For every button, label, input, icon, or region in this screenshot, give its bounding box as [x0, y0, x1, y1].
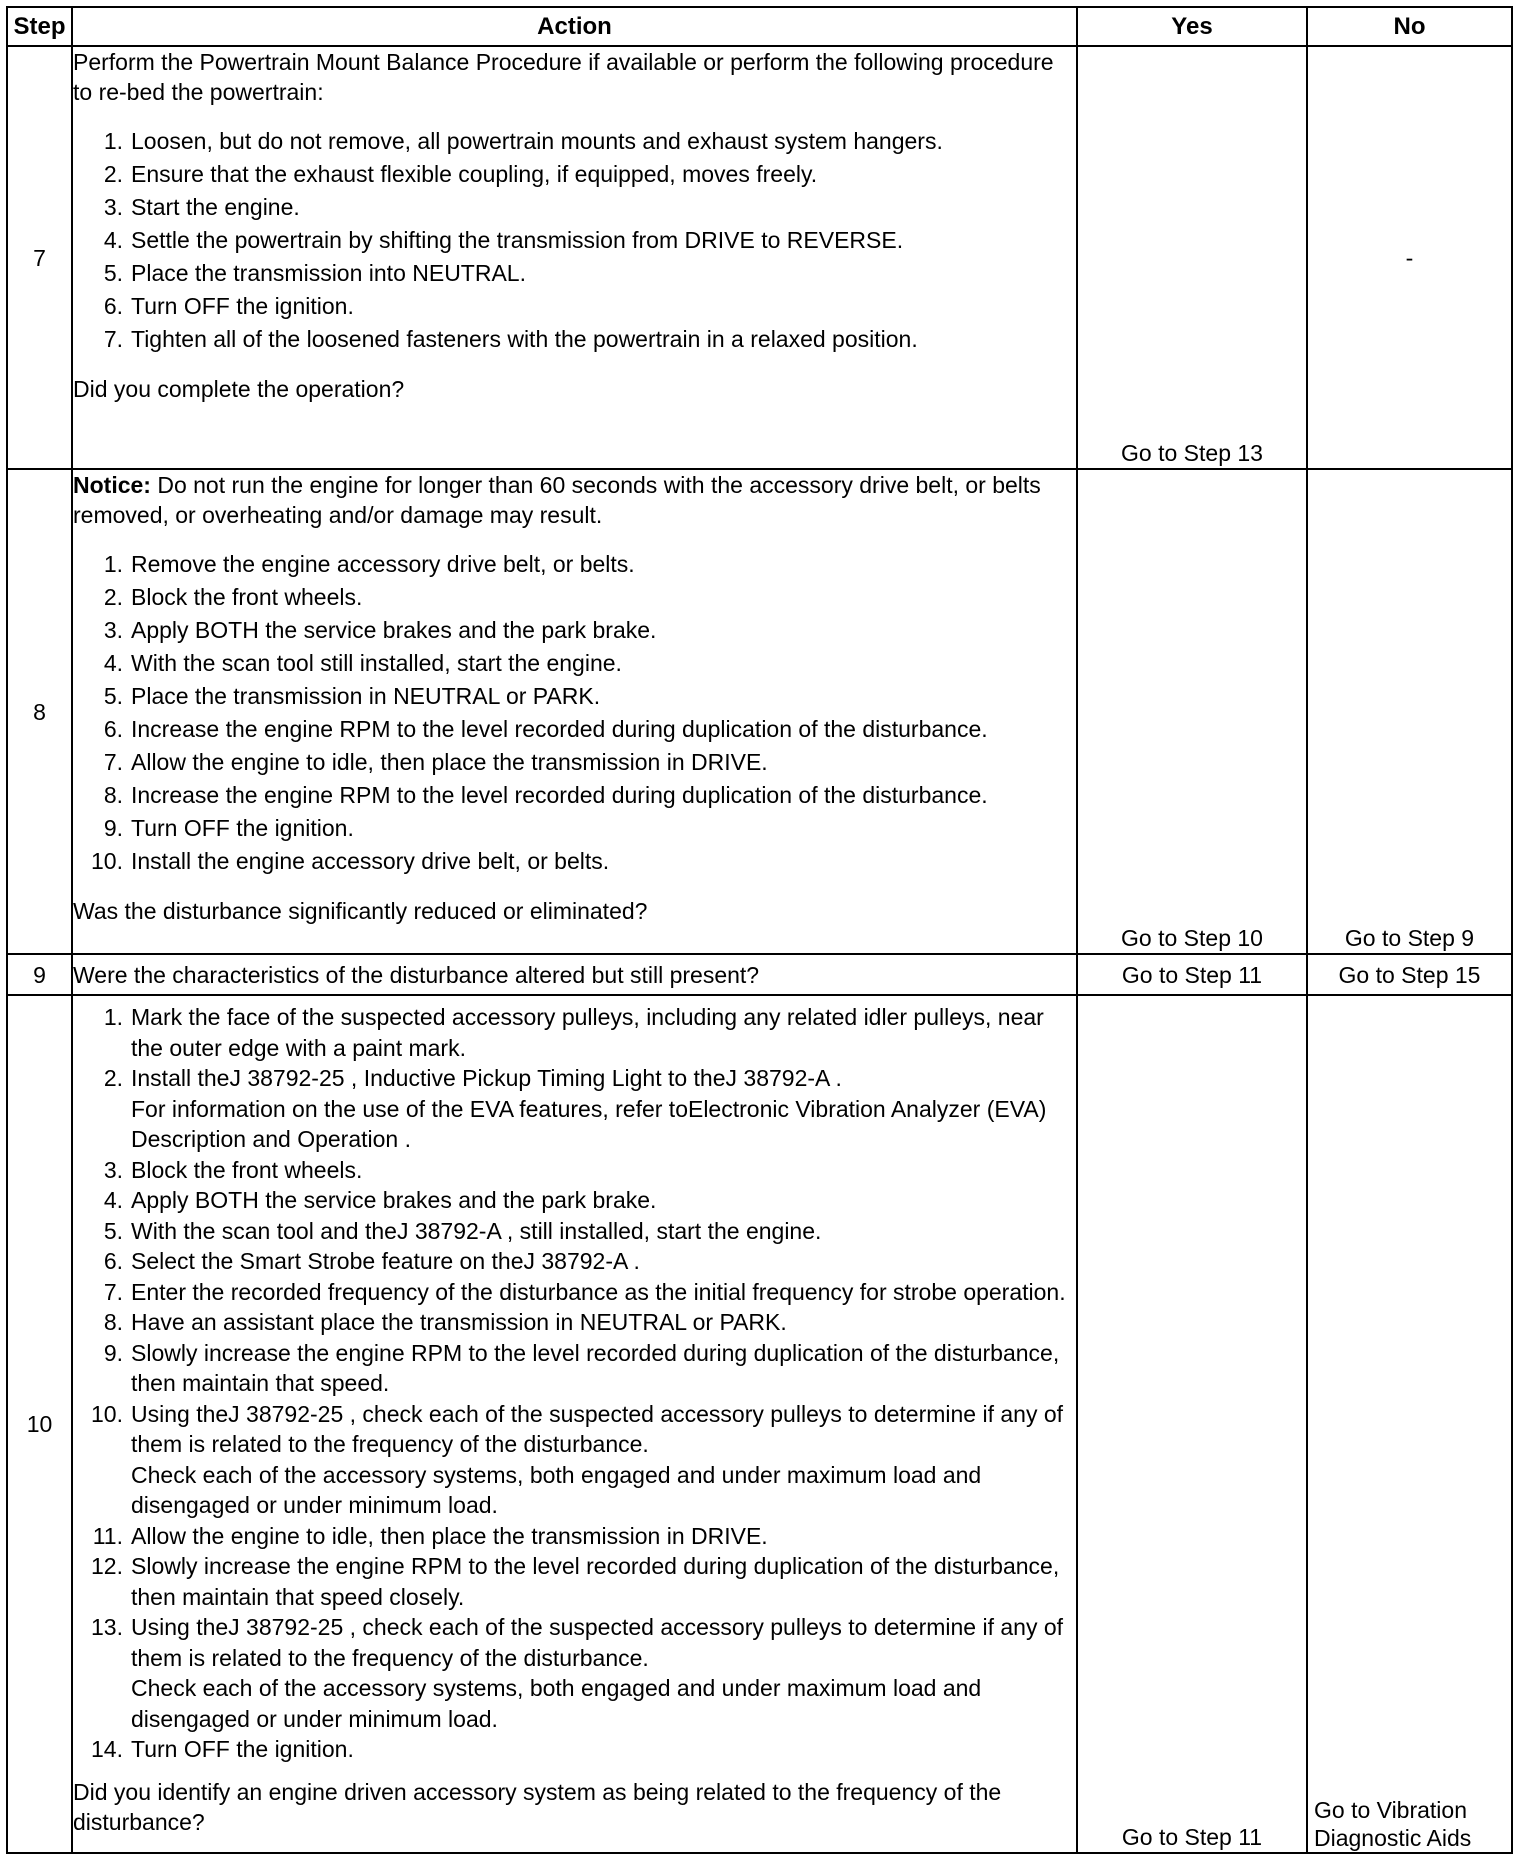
yes-cell: Go to Step 10	[1077, 469, 1307, 954]
list-item: 7. Allow the engine to idle, then place the transmission in DRIVE.	[103, 749, 768, 775]
table-row	[7, 46, 1512, 469]
action-cell	[72, 995, 1077, 1853]
header-yes: Yes	[1077, 7, 1307, 46]
no-cell: Go to Step 9	[1307, 469, 1512, 954]
step-number: 7	[7, 46, 72, 469]
list-item: 14. Turn OFF the ignition.	[91, 1736, 354, 1762]
list-item: 9. Turn OFF the ignition.	[103, 815, 354, 841]
step-number: 9	[7, 954, 72, 995]
procedure-list	[73, 125, 1076, 356]
list-item: 3. Start the engine.	[103, 194, 300, 220]
list-item: 13. Using theJ 38792-25 , check each of the suspected accessory pulleys to determine if any of them is related to the frequency of the disturbance. Check each of the accessory systems, both engaged and under maximum load and disengaged or under minimum load.	[73, 1612, 1076, 1734]
list-item: 10. Using theJ 38792-25 , check each of the suspected accessory pulleys to determine if any of them is related to the frequency of the disturbance. Check each of the accessory systems, both engaged and under maximum load and disengaged or under minimum load.	[73, 1399, 1076, 1521]
yes-cell: Go to Step 11	[1077, 995, 1307, 1853]
procedure-list	[73, 1002, 1076, 1765]
list-item-note: Check each of the accessory systems, both engaged and under maximum load and disengaged or under minimum load.	[131, 1675, 982, 1732]
diagnostic-table	[6, 6, 1513, 1854]
list-item: 1. Loosen, but do not remove, all powertrain mounts and exhaust system hangers.	[103, 128, 943, 154]
no-cell-line: Go to Vibration	[1314, 1797, 1468, 1823]
step-number: 10	[7, 995, 72, 1853]
table-row	[7, 954, 1512, 995]
procedure-list	[73, 548, 1076, 878]
table-row	[7, 469, 1512, 954]
list-item: 1. Mark the face of the suspected accessory pulleys, including any related idler pulleys, near the outer edge with a paint mark.	[103, 1004, 1044, 1061]
list-item: 7. Tighten all of the loosened fasteners with the powertrain in a relaxed position.	[103, 326, 918, 352]
list-item: 6. Select the Smart Strobe feature on theJ 38792-A .	[103, 1248, 640, 1274]
list-item: 2. Ensure that the exhaust flexible coupling, if equipped, moves freely.	[103, 161, 818, 187]
list-item: 8. Have an assistant place the transmission in NEUTRAL or PARK.	[103, 1309, 787, 1335]
step-number: 8	[7, 469, 72, 954]
table-row	[7, 995, 1512, 1853]
yes-cell: Go to Step 11	[1077, 954, 1307, 995]
list-item: 3. Block the front wheels.	[103, 1156, 363, 1183]
list-item: 7. Enter the recorded frequency of the disturbance as the initial frequency for strobe operation.	[103, 1278, 1066, 1305]
diagnostic-table-container	[6, 6, 1511, 1854]
list-item-note: Check each of the accessory systems, both engaged and under maximum load and disengaged or under minimum load.	[131, 1461, 982, 1518]
list-item-note: For information on the use of the EVA features, refer toElectronic Vibration Analyzer (EVA) Description and Operation .	[131, 1095, 1047, 1152]
list-item: 6. Increase the engine RPM to the level recorded during duplication of the disturbance.	[103, 716, 988, 742]
list-item: 12. Slowly increase the engine RPM to the level recorded during duplication of the disturbance, then maintain that speed closely.	[91, 1553, 1060, 1610]
list-item: 9. Slowly increase the engine RPM to the level recorded during duplication of the disturbance, then maintain that speed.	[103, 1339, 1060, 1396]
header-step: Step	[7, 7, 72, 46]
action-cell	[72, 954, 1077, 995]
action-question: Was the disturbance significantly reduced or eliminated?	[73, 898, 648, 924]
no-cell-line: Diagnostic Aids	[1314, 1825, 1472, 1851]
list-item: 2. Install theJ 38792-25 , Inductive Pickup Timing Light to theJ 38792-A . For information on the use of the EVA features, refer toElectronic Vibration Analyzer (EVA) Description and Operation .	[73, 1063, 1076, 1155]
list-item: 11. Allow the engine to idle, then place the transmission in DRIVE.	[92, 1522, 768, 1549]
action-question: Were the characteristics of the disturbance altered but still present?	[73, 961, 760, 988]
list-item: 4. Settle the powertrain by shifting the transmission from DRIVE to REVERSE.	[103, 227, 904, 253]
no-cell	[1307, 995, 1512, 1853]
header-action: Action	[72, 7, 1077, 46]
list-item: 8. Increase the engine RPM to the level recorded during duplication of the disturbance.	[103, 782, 988, 808]
header-row	[7, 7, 1512, 46]
list-item: 5. With the scan tool and theJ 38792-A , still installed, start the engine.	[103, 1217, 822, 1244]
no-cell: Go to Step 15	[1307, 954, 1512, 995]
yes-cell: Go to Step 13	[1077, 46, 1307, 469]
list-item: 5. Place the transmission in NEUTRAL or PARK.	[103, 683, 601, 709]
list-item: 1. Remove the engine accessory drive belt, or belts.	[103, 551, 635, 577]
list-item: 4. Apply BOTH the service brakes and the park brake.	[103, 1187, 657, 1213]
list-item: 5. Place the transmission into NEUTRAL.	[103, 260, 526, 286]
header-no: No	[1307, 7, 1512, 46]
action-question: Did you identify an engine driven accessory system as being related to the frequency of the disturbance?	[73, 1778, 1002, 1835]
action-question: Did you complete the operation?	[73, 376, 405, 402]
action-cell	[72, 469, 1077, 954]
action-cell	[72, 46, 1077, 469]
notice-text: Notice: Do not run the engine for longer than 60 seconds with the accessory drive belt, or belts removed, or overheating and/or damage may result.	[73, 472, 1041, 528]
notice-label: Notice:	[73, 472, 151, 498]
list-item: 3. Apply BOTH the service brakes and the park brake.	[103, 617, 657, 643]
list-item: 4. With the scan tool still installed, start the engine.	[103, 650, 622, 676]
list-item: 10. Install the engine accessory drive belt, or belts.	[91, 848, 610, 874]
list-item: 2. Block the front wheels.	[103, 584, 363, 610]
action-intro: Perform the Powertrain Mount Balance Procedure if available or perform the following procedure to re-bed the powertrain:	[73, 49, 1054, 105]
no-cell: -	[1307, 46, 1512, 469]
list-item: 6. Turn OFF the ignition.	[103, 293, 354, 319]
